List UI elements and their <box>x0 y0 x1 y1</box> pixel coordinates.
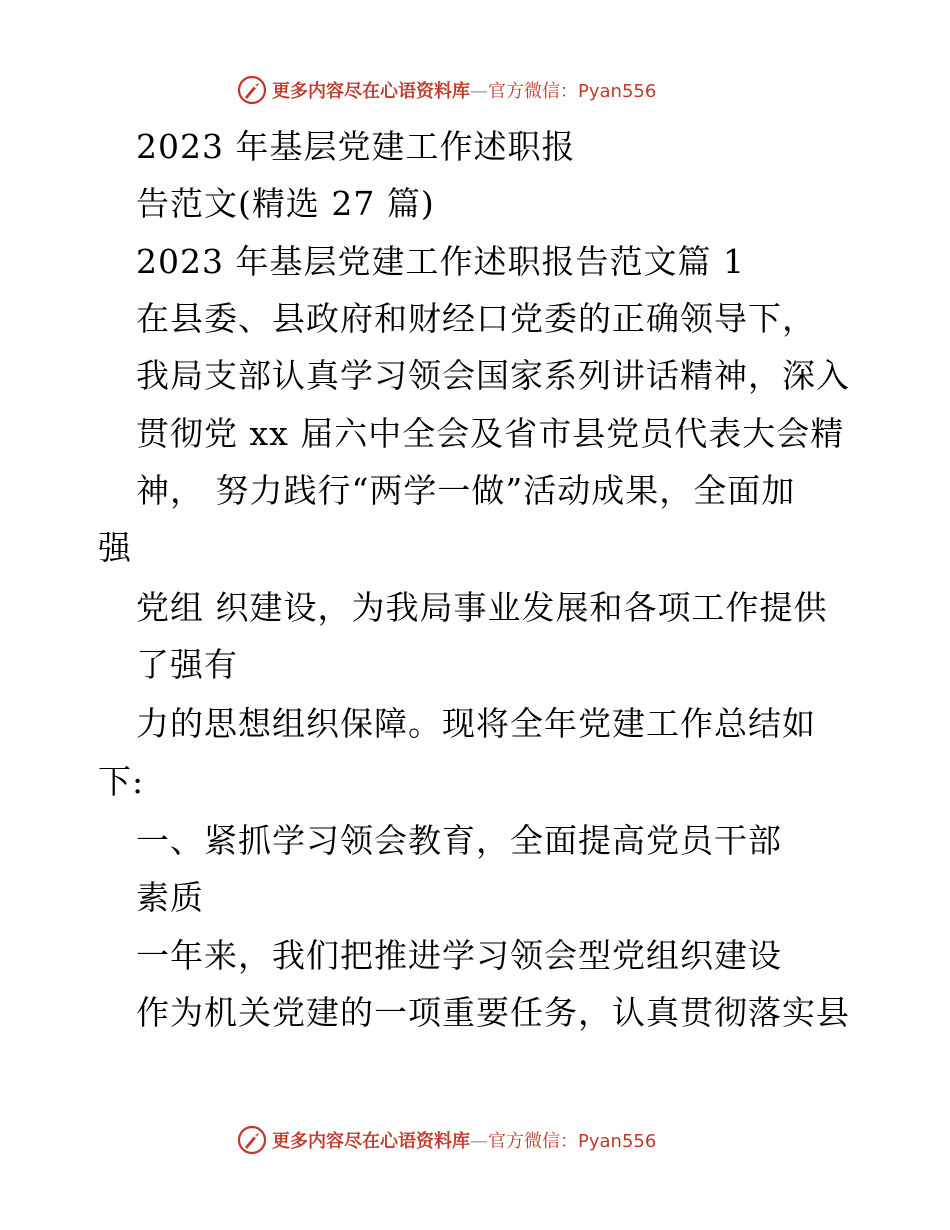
paragraph-line: 了强有 <box>136 645 238 684</box>
paragraph-line: 作为机关党建的一项重要任务，认真贯彻落实县 <box>136 993 850 1032</box>
paragraph-line: 强 <box>98 528 132 567</box>
doc-title-line-2: 告范文(精选 27 篇) <box>136 184 435 223</box>
watermark-brand: 更多内容尽在心语资料库 <box>272 81 470 102</box>
section-heading: 2023 年基层党建工作述职报告范文篇 1 <box>136 242 745 281</box>
watermark-brand: 更多内容尽在心语资料库 <box>272 1131 470 1152</box>
paragraph-line: 贯彻党 xx 届六中全会及省市县党员代表大会精 <box>136 414 845 453</box>
pen-nib-circle-icon <box>236 74 268 106</box>
paragraph-line: 在县委、县政府和财经口党委的正确领导下， <box>136 299 816 338</box>
subheading-line-2: 素质 <box>136 878 204 917</box>
paragraph-line: 我局支部认真学习领会国家系列讲话精神，深入 <box>136 356 850 395</box>
paragraph-line: 下: <box>98 762 145 801</box>
paragraph-line: 神， 努力践行“两学一做”活动成果，全面加 <box>136 471 796 510</box>
doc-title-line-1: 2023 年基层党建工作述职报 <box>136 127 576 166</box>
paragraph-line: 一年来，我们把推进学习领会型党组织建设 <box>136 936 782 975</box>
watermark-contact: 官方微信：Pyan556 <box>488 1131 657 1152</box>
paragraph-line: 力的思想组织保障。现将全年党建工作总结如 <box>136 704 816 743</box>
footer-watermark <box>236 1123 656 1157</box>
paragraph-line: 党组 织建设，为我局事业发展和各项工作提供 <box>136 588 828 627</box>
pen-nib-circle-icon <box>236 1124 268 1156</box>
watermark-dash: — <box>470 1131 488 1152</box>
watermark-contact: 官方微信：Pyan556 <box>488 81 657 102</box>
subheading-line-1: 一、紧抓学习领会教育，全面提高党员干部 <box>136 821 782 860</box>
header-watermark <box>236 73 656 107</box>
watermark-dash: — <box>470 81 488 102</box>
